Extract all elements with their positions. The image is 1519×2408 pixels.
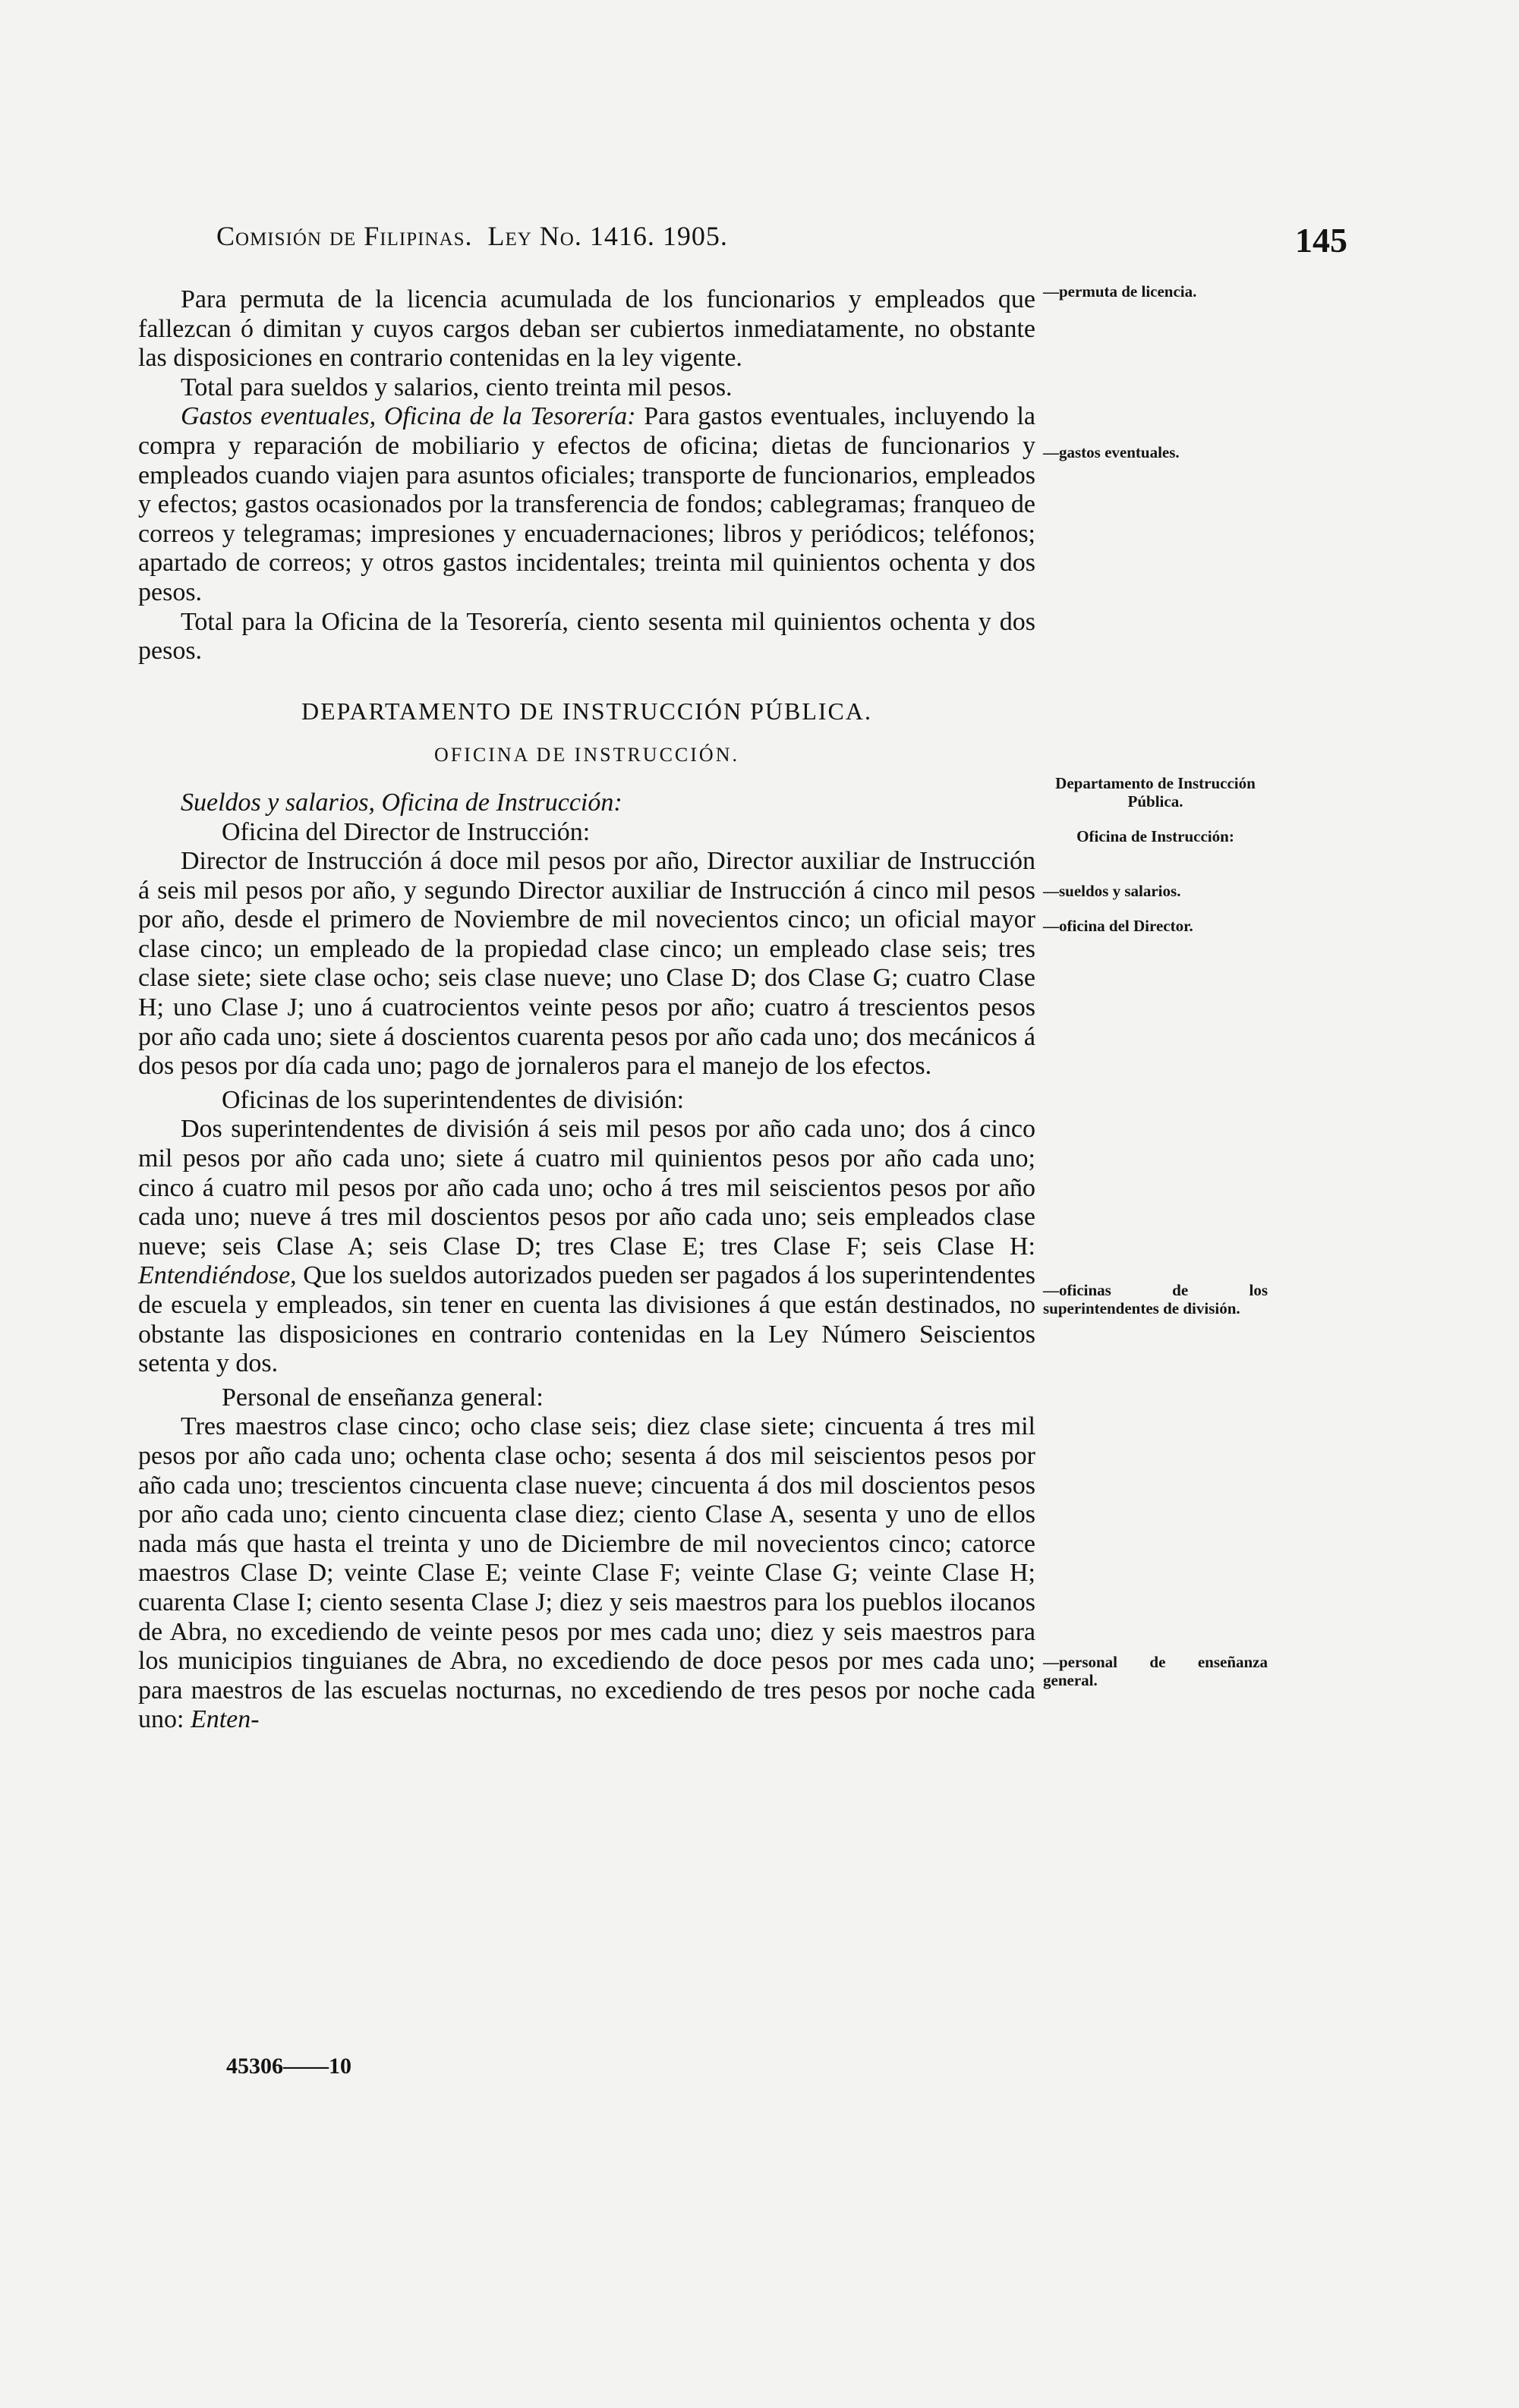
paragraph-total-sueldos: Total para sueldos y salarios, ciento treinta mil pesos. — [181, 373, 733, 401]
paragraph-sueldos-heading: Sueldos y salarios, Oficina de Instrucción: — [181, 788, 622, 817]
printer-signature: 45306——10 — [226, 2054, 351, 2079]
header-commission: Comisión de Filipinas. — [216, 221, 473, 251]
superintendentes-text-b: Que los sueldos autorizados pueden ser pagados á los superintendentes de escuela y empleados, sin tener en cuenta las divisiones á que están destinados, no obstante las disposiciones en contrario contenidas en la Ley Número Seiscientos setenta y dos. — [138, 1261, 1035, 1378]
running-header — [216, 220, 728, 252]
paragraph-permuta: Para permuta de la licencia acumulada de los funcionarios y empleados que fallezcan ó dimitan y cuyos cargos deban ser cubiertos inmediatamente, no obstante las disposiciones en contrario contenidas en la ley vigente. — [138, 285, 1035, 373]
header-law: Ley No. 1416. 1905. — [487, 221, 728, 251]
paragraph-superintendentes — [138, 1115, 1035, 1378]
paragraph-director-heading: Oficina del Director de Instrucción: — [222, 817, 591, 846]
superintendentes-text-a: Dos superintendentes de división á seis mil pesos por año cada uno; dos á cinco mil pesos por año cada uno; siete á cuatro mil quinientos pesos por año cada uno; cinco á cuatro mil pesos por año cada uno; ocho á tres mil seiscientos pesos por año cada uno; nueve á tres mil doscientos pesos por año cada uno; seis empleados clase nueve; seis Clase A; seis Clase D; tres Clase E; tres Clase F; seis Clase H: — [138, 1115, 1035, 1261]
margin-note-permuta: —permuta de licencia. — [1043, 282, 1197, 301]
paragraph-total-tesoreria: Total para la Oficina de la Tesorería, ciento sesenta mil quinientos ochenta y dos pesos. — [138, 607, 1035, 666]
margin-note-director: —oficina del Director. — [1043, 917, 1193, 935]
paragraph-personal-heading: Personal de enseñanza general: — [222, 1383, 544, 1412]
margin-note-gastos: —gastos eventuales. — [1043, 443, 1180, 461]
superintendentes-italic: Entendiéndose, — [138, 1261, 297, 1290]
paragraph-gastos — [138, 402, 1035, 607]
gastos-text: Para gastos eventuales, incluyendo la compra y reparación de mobiliario y efectos de oficina; dietas de funcionarios y empleados cuando viajen para asuntos oficiales; transporte de funcionarios, empleados y efectos; gastos ocasionados por la transferencia de fondos; cablegramas; franqueo de correos y telegramas; impresiones y encuadernaciones; libros y periódicos; teléfonos; apartado de correos; y otros gastos incidentales; treinta mil quinientos ochenta y dos pesos. — [138, 402, 1035, 606]
office-heading: OFICINA DE INSTRUCCIÓN. — [434, 744, 739, 766]
personal-italic: Enten- — [190, 1705, 260, 1734]
department-heading: DEPARTAMENTO DE INSTRUCCIÓN PÚBLICA. — [301, 697, 872, 725]
margin-note-personal: —personal de enseñanza general. — [1043, 1653, 1268, 1689]
margin-note-sueldos: —sueldos y salarios. — [1043, 882, 1181, 900]
margin-note-departamento: Departamento de Instrucción Pública. — [1055, 774, 1256, 811]
margin-note-oficina: Oficina de Instrucción: — [1076, 827, 1234, 845]
main-text — [138, 285, 1035, 1735]
paragraph-superintendentes-heading: Oficinas de los superintendentes de división: — [222, 1085, 685, 1114]
page-number: 145 — [1295, 221, 1347, 260]
personal-text: Tres maestros clase cinco; ocho clase seis; diez clase siete; cincuenta á tres mil pesos por año cada uno; ochenta clase ocho; sesenta á dos mil seiscientos pesos por año cada uno; trescientos cincuenta clase nueve; cincuenta á dos mil doscientos pesos por año cada uno; ciento cincuenta clase diez; ciento Clase A, sesenta y uno de ellos nada más que hasta el treinta y uno de Diciembre de mil novecientos cinco; catorce maestros Clase D; veinte Clase E; veinte Clase F; veinte Clase G; veinte Clase H; cuarenta Clase I; ciento sesenta Clase J; diez y seis maestros para los pueblos ilocanos de Abra, no excediendo de veinte pesos por mes cada uno; diez y seis maestros para los municipios tinguianes de Abra, no excediendo de doce pesos por mes cada uno; para maestros de las escuelas nocturnas, no excediendo de tres pesos por noche cada uno: — [138, 1412, 1035, 1734]
margin-note-superintendentes: —oficinas de los superintendentes de división. — [1043, 1281, 1268, 1317]
paragraph-personal — [138, 1412, 1035, 1735]
gastos-title: Gastos eventuales, Oficina de la Tesorería: — [181, 402, 636, 431]
paragraph-director: Director de Instrucción á doce mil pesos por año, Director auxiliar de Instrucción á seis mil pesos por año, y segundo Director auxiliar de Instrucción á cinco mil pesos por año, desde el primero de Noviembre de mil novecientos cinco; un oficial mayor clase cinco; un empleado de la propiedad clase cinco; un empleado clase seis; tres clase siete; siete clase ocho; seis clase nueve; uno Clase D; dos Clase G; cuatro Clase H; uno Clase J; uno á cuatrocientos veinte pesos por año; cuatro á trescientos pesos por año cada uno; siete á doscientos cuarenta pesos por año cada uno; dos mecánicos á dos pesos por día cada uno; pago de jornaleros para el manejo de los efectos. — [138, 847, 1035, 1081]
